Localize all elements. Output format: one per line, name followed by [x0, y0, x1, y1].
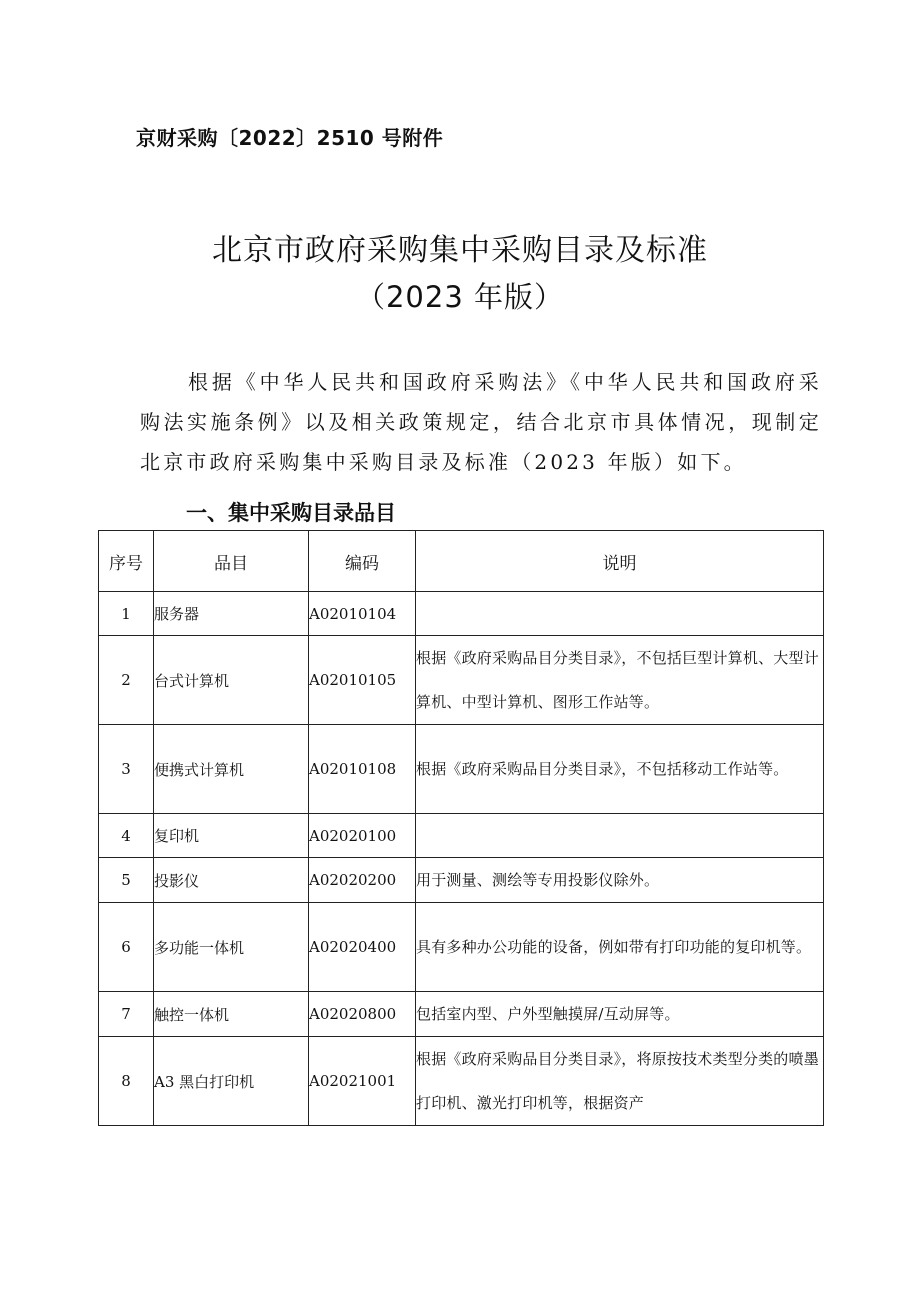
row-note: 根据《政府采购品目分类目录》，不包括巨型计算机、大型计算机、中型计算机、图形工作站等。 — [416, 636, 824, 725]
row-name: 复印机 — [154, 814, 309, 858]
row-note — [416, 592, 824, 636]
row-code: A02021001 — [309, 1037, 416, 1126]
row-name: 触控一体机 — [154, 992, 309, 1037]
row-no: 3 — [99, 725, 154, 814]
row-no: 1 — [99, 592, 154, 636]
row-code: A02010104 — [309, 592, 416, 636]
row-note: 具有多种办公功能的设备，例如带有打印功能的复印机等。 — [416, 903, 824, 992]
table-row — [99, 725, 824, 814]
table-row — [99, 814, 824, 858]
header-no: 序号 — [99, 531, 154, 592]
header-name: 品目 — [154, 531, 309, 592]
row-note: 根据《政府采购品目分类目录》，将原按技术类型分类的喷墨打印机、激光打印机等，根据资产 — [416, 1037, 824, 1126]
row-name: 服务器 — [154, 592, 309, 636]
row-code: A02020100 — [309, 814, 416, 858]
row-code: A02010108 — [309, 725, 416, 814]
row-note — [416, 814, 824, 858]
table-row — [99, 636, 824, 725]
row-no: 6 — [99, 903, 154, 992]
row-name: A3 黑白打印机 — [154, 1037, 309, 1126]
row-code: A02020200 — [309, 858, 416, 903]
document-subtitle: （2023 年版） — [355, 280, 565, 314]
row-name: 便携式计算机 — [154, 725, 309, 814]
header-note: 说明 — [416, 531, 824, 592]
row-no: 8 — [99, 1037, 154, 1126]
row-no: 5 — [99, 858, 154, 903]
row-name: 投影仪 — [154, 858, 309, 903]
row-note: 包括室内型、户外型触摸屏/互动屏等。 — [416, 992, 824, 1037]
intro-paragraph: 根据《中华人民共和国政府采购法》《中华人民共和国政府采购法实施条例》以及相关政策规定，结合北京市具体情况，现制定北京市政府采购集中采购目录及标准（2023 年版）如下。 — [140, 370, 822, 474]
row-name: 台式计算机 — [154, 636, 309, 725]
row-no: 7 — [99, 992, 154, 1037]
document-title: 北京市政府采购集中采购目录及标准 — [212, 233, 708, 268]
row-note: 用于测量、测绘等专用投影仪除外。 — [416, 858, 824, 903]
table-row — [99, 992, 824, 1037]
table-header-row — [99, 531, 824, 592]
table-row — [99, 1037, 824, 1126]
row-no: 4 — [99, 814, 154, 858]
row-no: 2 — [99, 636, 154, 725]
row-note: 根据《政府采购品目分类目录》，不包括移动工作站等。 — [416, 725, 824, 814]
document-title-block — [0, 228, 920, 320]
document-reference: 京财采购〔2022〕2510 号附件 — [136, 126, 444, 150]
table-row — [99, 858, 824, 903]
table-row — [99, 903, 824, 992]
row-code: A02020800 — [309, 992, 416, 1037]
row-code: A02020400 — [309, 903, 416, 992]
catalog-table — [98, 530, 824, 1126]
row-name: 多功能一体机 — [154, 903, 309, 992]
row-code: A02010105 — [309, 636, 416, 725]
section-heading: 一、集中采购目录品目 — [186, 501, 396, 525]
header-code: 编码 — [309, 531, 416, 592]
table-row — [99, 592, 824, 636]
